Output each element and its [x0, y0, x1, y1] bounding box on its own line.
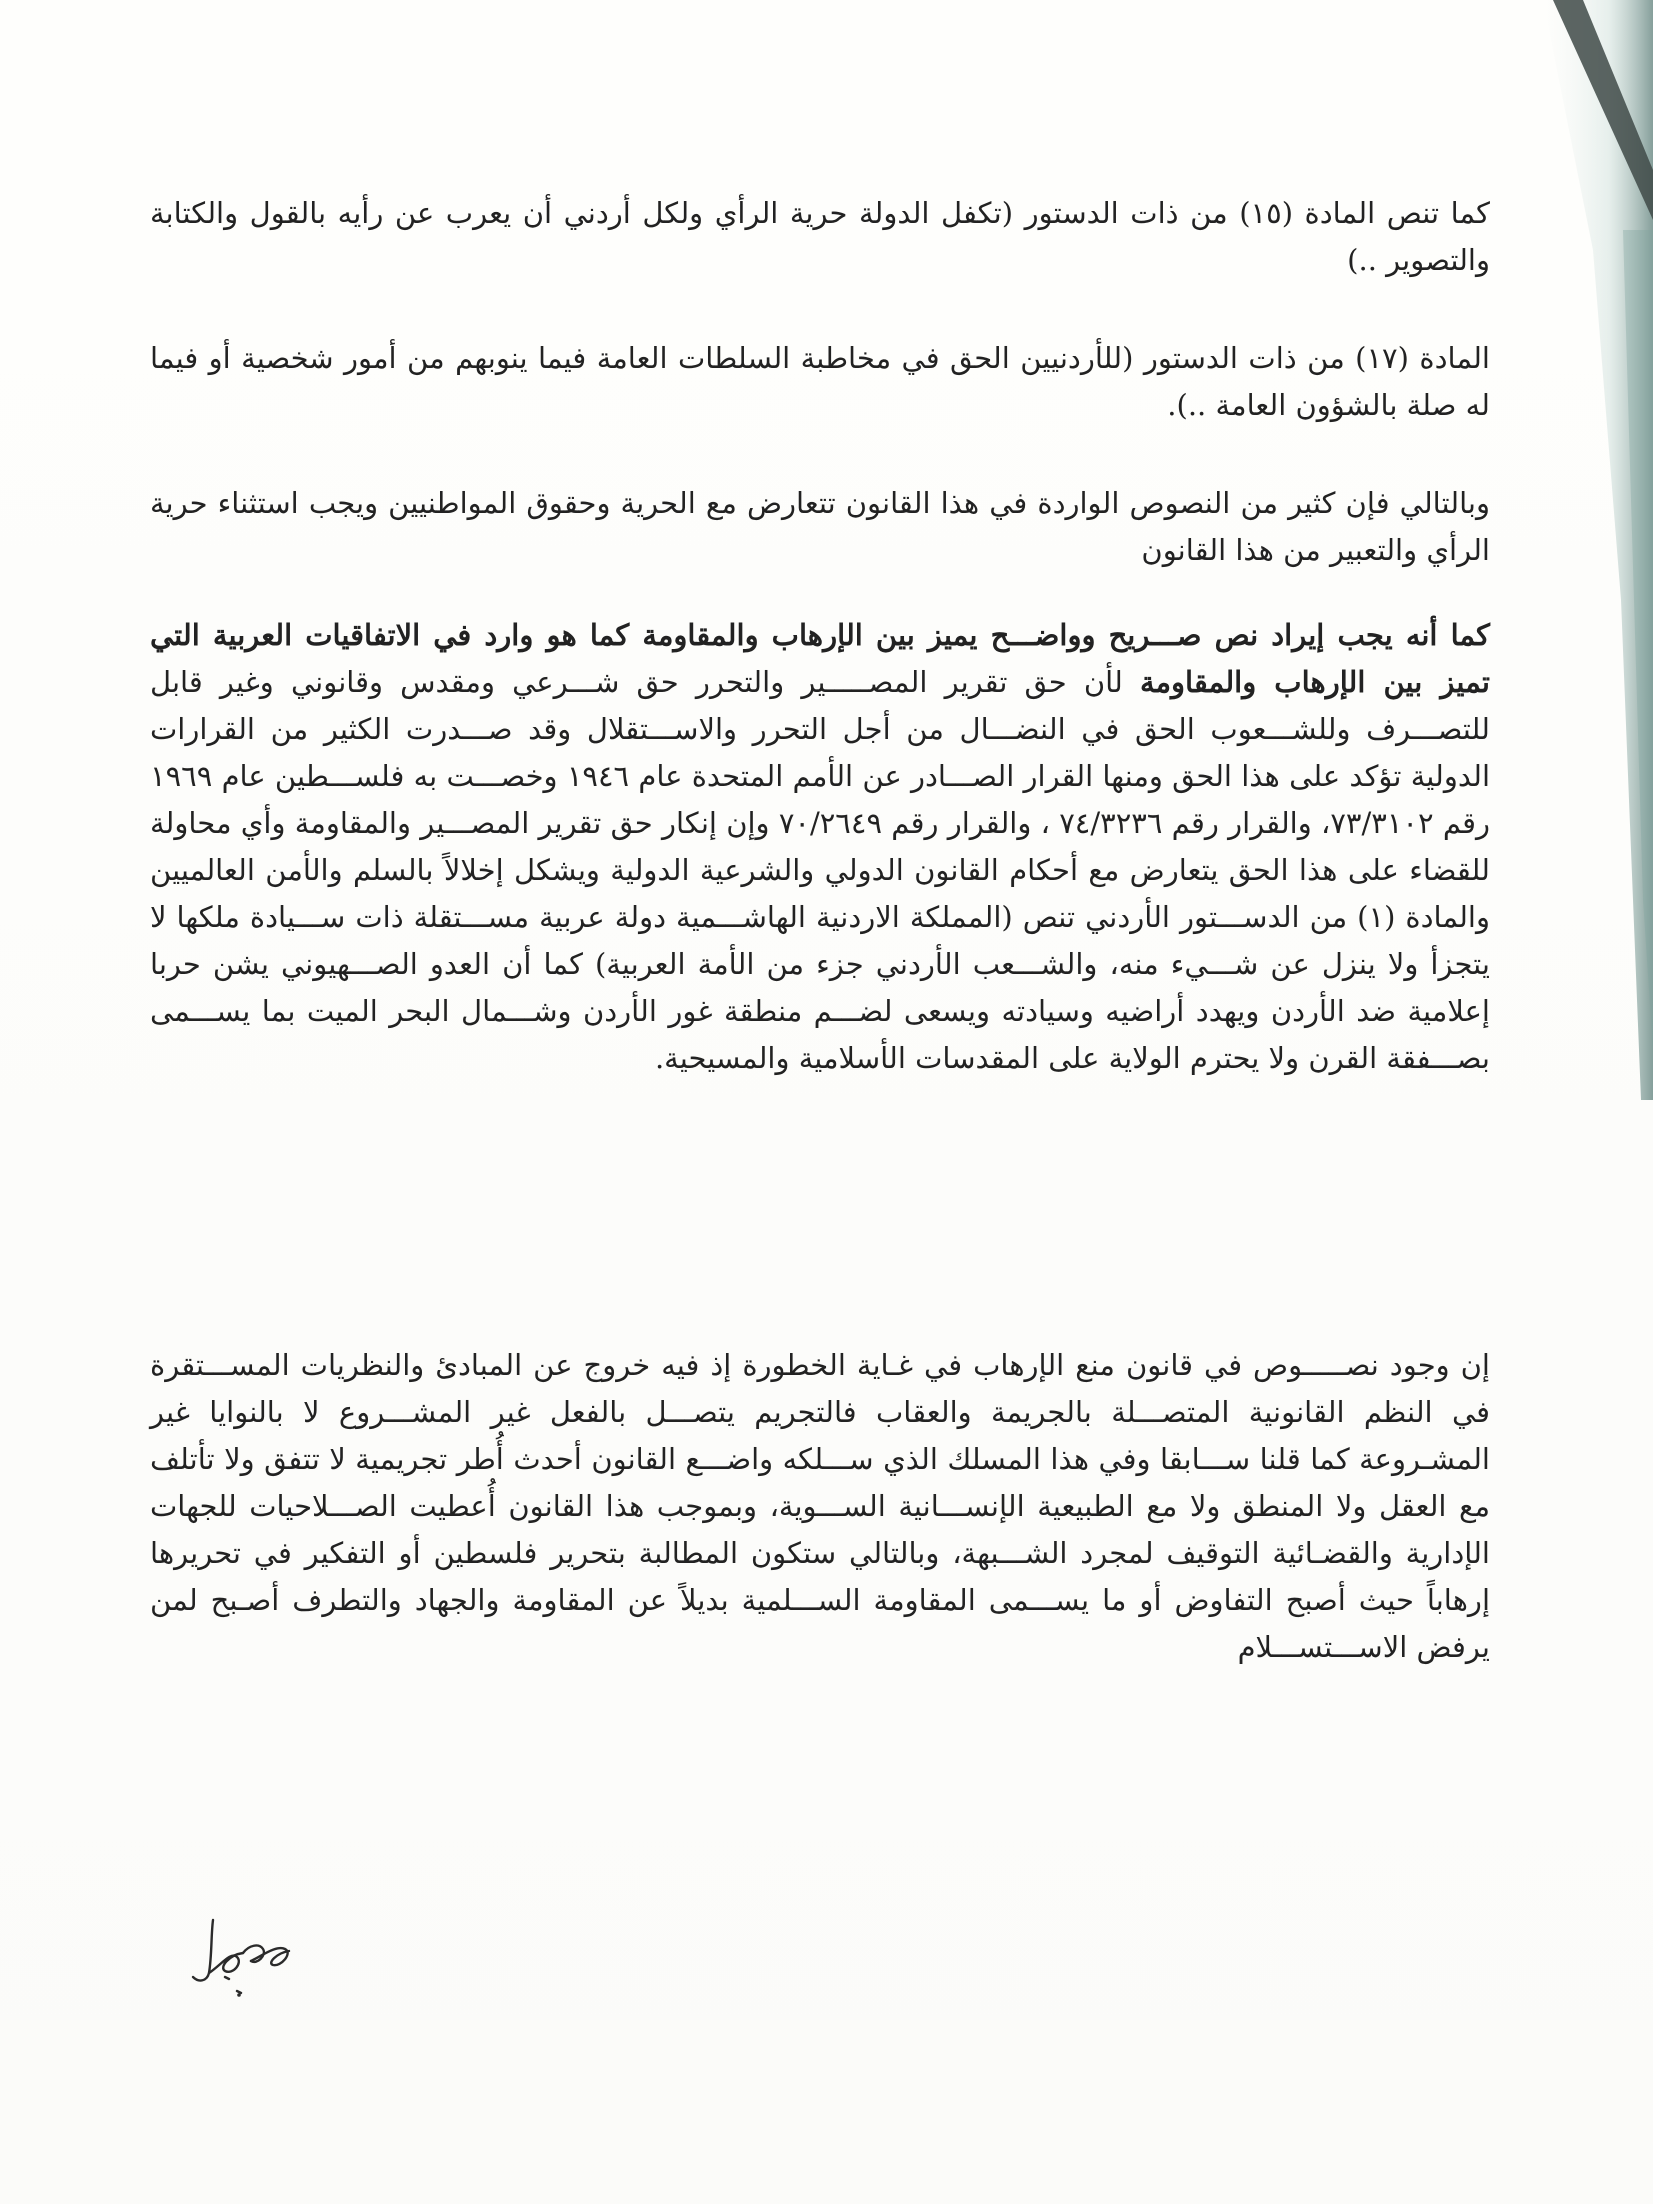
handwritten-signature-icon: [185, 1915, 305, 2005]
paragraph-article-15: كما تنص المادة (١٥) من ذات الدستور (تكفل الدولة حرية الرأي ولكل أردني أن يعرب عن رأيه بالقول والكتابة والتصوير ..): [150, 196, 1490, 277]
paragraph-freedom-of-opinion: وبالتالي فإن كثير من النصوص الواردة في هذا القانون تتعارض مع الحرية وحقوق المواطنيين ويجب استثناء حرية الرأي والتعبير من هذا القانون: [150, 486, 1490, 567]
paragraph-terrorism-vs-resistance: [150, 612, 1490, 1082]
page-edge-shadow: [1523, 0, 1653, 1100]
paragraph-law-criticism: إن وجود نصـــــوص في قانون منع الإرهاب في غـاية الخطورة إذ فيه خروج عن المبادئ والنظريات المســـتقرة في النظم القانونية المتصـــلة بالجريمة والعقاب فالتجريم يتصـــل بالفعل غير المشـــروع لا بالنوايا غير المشـروعة كما قلنا ســـابقا وفي هذا المسلك الذي ســـلكه واضـــع القانون أحدث أُطر تجريمية لا تتفق ولا تأتلف مع العقل ولا المنطق ولا مع الطبيعية الإنســـانية الســـوية، وبموجب هذا القانون أُعطيت الصـــلاحيات للجهات الإدارية والقضـائية التوقيف لمجرد الشـــبهة، وبالتالي ستكون المطالبة بتحرير فلسطين أو التفكير في تحريرها إرهاباً حيث أصبح التفاوض أو ما يســـمى المقاومة الســـلمية بديلاً عن المقاومة والجهاد والتطرف أصـبح لمن يرفض الاســـتســـلام: [150, 1348, 1490, 1664]
paragraph-body: لأن حق تقرير المصـــــير والتحرر حق شـــرعي ومقدس وقانوني وغير قابل للتصـــرف وللشـــعوب الحق في النضـــال من أجل التحرر والاســـتقلال وقد صـــدرت الكثير من القرارات الدولية تؤكد على هذا الحق ومنها القرار الصـــادر عن الأمم المتحدة عام ١٩٤٦ وخصـــت به فلســـطين عام ١٩٦٩ رقم ٧٣/٣١٠٢، والقرار رقم ٧٤/٣٢٣٦ ، والقرار رقم ٧٠/٢٦٤٩ وإن إنكار حق تقرير المصـــير والمقاومة وأي محاولة للقضاء على هذا الحق يتعارض مع أحكام القانون الدولي والشرعية الدولية ويشكل إخلالاً بالسلم والأمن العالميين والمادة (١) من الدســـتور الأردني تنص (المملكة الاردنية الهاشـــمية دولة عربية مســـتقلة ذات ســـيادة ملكها لا يتجزأ ولا ينزل عن شـــيء منه، والشـــعب الأردني جزء من الأمة العربية) كما أن العدو الصـــهيوني يشن حربا إعلامية ضد الأردن ويهدد أراضيه وسيادته ويسعى لضـــم منطقة غور الأردن وشـــمال البحر الميت بما يســـمى بصـــفقة القرن ولا يحترم الولاية على المقدسات الأسلامية والمسيحية.: [150, 665, 1490, 1075]
paragraph-bold-lead: كما أنه يجب إيراد نص صـــريح وواضـــح يميز بين الإرهاب والمقاومة كما هو وارد في الاتفاقيات العربية التي تميز بين الإرهاب والمقاومة: [150, 618, 1490, 699]
paragraph-article-17: المادة (١٧) من ذات الدستور (للأردنيين الحق في مخاطبة السلطات العامة فيما ينوبهم من أمور شخصية أو فيما له صلة بالشؤون العامة ..).: [150, 341, 1490, 422]
